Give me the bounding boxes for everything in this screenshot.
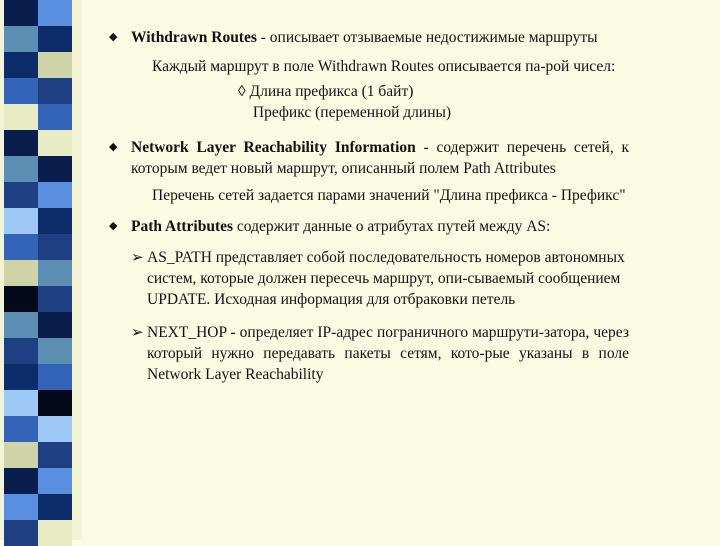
strip-square: [38, 312, 72, 338]
item-text: содержит данные о атрибутах путей между AS:: [233, 218, 551, 235]
diamond-outline-icon: ◊: [238, 83, 246, 100]
strip-square: [4, 234, 38, 260]
sub-item-as-path: [131, 247, 629, 310]
strip-square: [4, 494, 38, 520]
strip-square: [38, 182, 72, 208]
strip-square: [4, 182, 38, 208]
sub-item-text: Префикс (переменной длины): [252, 104, 452, 121]
item-title: Withdrawn Routes: [131, 29, 257, 46]
strip-square: [4, 312, 38, 338]
item-text: - содержит перечень сетей, к которым ведет новый маршрут, описанный полем Path Attributes: [131, 139, 629, 177]
strip-square: [38, 0, 72, 26]
item-title: Path Attributes: [131, 218, 234, 235]
strip-square: [4, 208, 38, 234]
strip-square: [38, 442, 72, 468]
bullet-withdrawn-routes: [104, 27, 629, 48]
strip-square: [38, 286, 72, 312]
item-note: Перечень сетей задается парами значений "Длина префикса - Префикс": [152, 187, 626, 204]
strip-square: [38, 390, 72, 416]
diamond-bullet-icon: ◆: [109, 220, 118, 232]
item-title: Network Layer Reachability Information: [131, 139, 416, 156]
strip-square: [4, 468, 38, 494]
sub-item-text: NEXT_HOP - определяет IP-адрес пограничного маршрути-затора, через который нужно передавать пакеты сетям, кото-рые указаны в поле Network Layer Reachability: [147, 324, 629, 383]
strip-square: [38, 260, 72, 286]
strip-square: [38, 234, 72, 260]
strip-square: [4, 78, 38, 104]
strip-square: [4, 26, 38, 52]
diamond-bullet-icon: ◆: [109, 141, 118, 153]
strip-square: [4, 390, 38, 416]
arrow-bullet-icon: ➢: [131, 248, 144, 266]
strip-square: [4, 260, 38, 286]
strip-square: [38, 416, 72, 442]
strip-square: [4, 520, 38, 546]
strip-square: [38, 364, 72, 390]
strip-square: [38, 338, 72, 364]
bullet-path-attributes: [104, 216, 629, 237]
strip-square: [38, 26, 72, 52]
strip-square: [38, 52, 72, 78]
arrow-bullet-icon: ➢: [131, 323, 144, 341]
item-note: Каждый маршрут в поле Withdrawn Routes описывается па-рой чисел:: [152, 58, 616, 75]
strip-square: [4, 156, 38, 182]
strip-square: [4, 0, 38, 26]
strip-square: [4, 338, 38, 364]
strip-square: [38, 130, 72, 156]
sub-item-text: AS_PATH представляет собой последовательность номеров автономных систем, которые должен пересечь маршрут, опи-сываемый сообщением UPDATE. Исходная информация для отбраковки петель: [147, 249, 625, 308]
strip-square: [4, 364, 38, 390]
item-text: - описывает отзываемые недостижимые маршруты: [256, 29, 598, 46]
sub-item-next-hop: [131, 322, 629, 385]
strip-square: [4, 52, 38, 78]
strip-square: [38, 208, 72, 234]
strip-square: [4, 104, 38, 130]
strip-square: [4, 130, 38, 156]
slide-content: [104, 27, 629, 385]
strip-square: [38, 520, 72, 546]
sub-item-text: Длина префикса (1 байт): [249, 83, 414, 100]
strip-square: [38, 156, 72, 182]
sub-item-prefix-length: [238, 81, 629, 102]
strip-square: [38, 78, 72, 104]
strip-square: [4, 416, 38, 442]
bullet-nlri: [104, 137, 629, 179]
strip-square: [4, 286, 38, 312]
strip-square: [38, 468, 72, 494]
sub-item-prefix: [238, 102, 629, 123]
strip-square: [4, 442, 38, 468]
decorative-square-strip: [0, 0, 82, 540]
strip-square: [38, 494, 72, 520]
strip-square: [38, 104, 72, 130]
diamond-bullet-icon: ◆: [109, 31, 118, 43]
